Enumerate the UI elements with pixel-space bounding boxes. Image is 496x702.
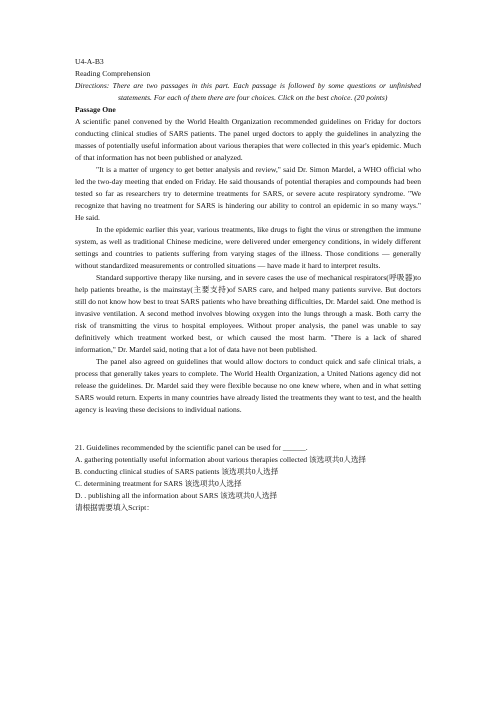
section-title: Reading Comprehension xyxy=(75,69,151,78)
passage-paragraph-5: The panel also agreed on guidelines that would allow doctors to conduct quick and safe clinical trials, a process that generally takes years to complete. The World Health Organization, a United Nations agency did not release the guidelines. Dr. Mardel said they were flexible because no one knew where, when and in what setting SARS would return. Experts in many countries have already listed the treatments they want to test, and the health agency is leaving these decisions to individual nations. xyxy=(75,357,421,414)
option-c[interactable]: C. determining treatment for SARS 该选项共0人选择 xyxy=(75,479,242,488)
option-a[interactable]: A. gathering potentially useful information about various therapies collected 该选项共0人选择 xyxy=(75,455,367,464)
option-d[interactable]: D. . publishing all the information about SARS 该选项共0人选择 xyxy=(75,491,278,500)
directions-text: There are two passages in this part. Each passage is followed by some questions or unfinished statements. For each of them there are four choices. Click on the best choice. (20 points) xyxy=(112,81,421,102)
option-b[interactable]: B. conducting clinical studies of SARS patients 该选项共0人选择 xyxy=(75,467,279,476)
passage-paragraph-1: A scientific panel convened by the World Health Organization recommended guidelines on Friday for doctors conducting clinical studies of SARS patients. The panel urged doctors to apply the guidelines in analyzing the masses of potentially useful information about various therapies that were collected in this year's epidemic. Much of that information has not been published or analyzed. xyxy=(75,117,421,162)
question-stem: 21. Guidelines recommended by the scientific panel can be used for ______. xyxy=(75,443,308,452)
script-prompt: 请根据需要填入Script： xyxy=(75,503,154,512)
document-content xyxy=(75,56,421,514)
passage-title: Passage One xyxy=(75,105,116,114)
directions-label: Directions: xyxy=(75,81,110,90)
directions xyxy=(75,80,421,104)
passage-paragraph-2: "It is a matter of urgency to get better analysis and review," said Dr. Simon Mardel, a WHO official who led the two-day meeting that ended on Friday. He said thousands of potential therapies and compounds had been tested so far as researchers try to determine treatments for SARS, or severe acute respiratory syndrome. "We recognize that having no treatment for SARS is hindering our ability to control an epidemic in so many ways." He said. xyxy=(75,165,421,222)
passage-paragraph-3: In the epidemic earlier this year, various treatments, like drugs to fight the virus or strengthen the immune system, as well as traditional Chinese medicine, were delivered under emergency conditions, in widely different settings and countries to patients suffering from varying stages of the illness. Those conditions — generally without standardized measurements or controlled situations — have made it hard to interpret results. xyxy=(75,225,421,270)
passage-paragraph-4: Standard supportive therapy like nursing, and in severe cases the use of mechanical respirators(呼吸器)to help patients breathe, is the mainstay(主要支持)of SARS care, and helped many patients survive. But doctors still do not know how best to treat SARS patients who have breathing difficulties, Dr. Mardel said. One method is invasive ventilation. A second method involves blowing oxygen into the lungs through a mask. Both carry the risk of transmitting the virus to hospital employees. Without proper analysis, the panel was unable to say definitively which treatment worked best, or which caused the most harm. "There is a lack of shared information," Dr. Mardel said, noting that a lot of data have not been published. xyxy=(75,273,421,354)
question-block xyxy=(75,442,421,514)
unit-code: U4-A-B3 xyxy=(75,57,104,66)
